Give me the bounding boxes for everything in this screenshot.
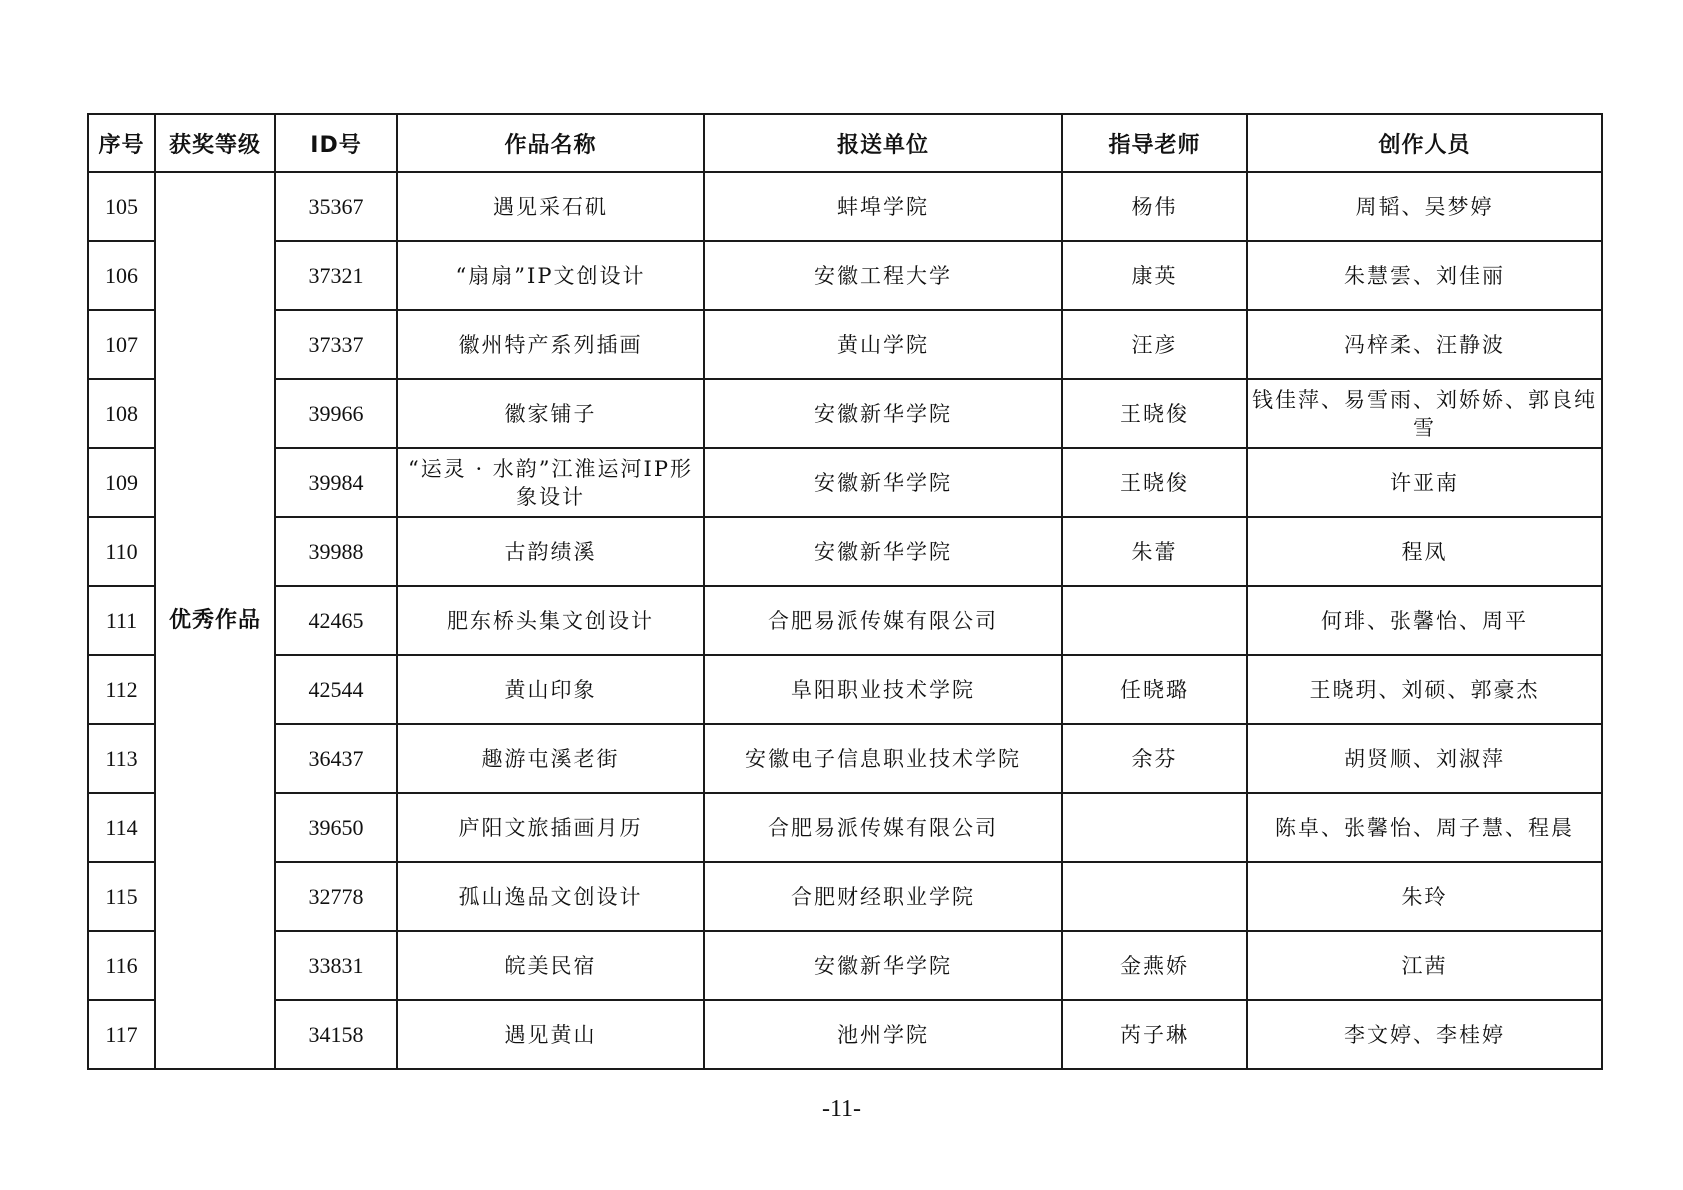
header-level: 获奖等级: [155, 114, 275, 172]
cell-id: 35367: [275, 172, 397, 241]
cell-id: 32778: [275, 862, 397, 931]
cell-id: 39650: [275, 793, 397, 862]
cell-id: 39966: [275, 379, 397, 448]
cell-id: 33831: [275, 931, 397, 1000]
cell-creators: 朱玲: [1247, 862, 1602, 931]
header-title: 作品名称: [397, 114, 704, 172]
cell-seq: 108: [88, 379, 155, 448]
cell-unit: 安徽新华学院: [704, 448, 1062, 517]
table-row: [88, 448, 1602, 517]
cell-creators: 陈卓、张馨怡、周子慧、程晨: [1247, 793, 1602, 862]
cell-seq: 116: [88, 931, 155, 1000]
cell-teacher: [1062, 862, 1247, 931]
cell-title: 趣游屯溪老街: [397, 724, 704, 793]
cell-id: 42465: [275, 586, 397, 655]
cell-seq: 114: [88, 793, 155, 862]
cell-title: 孤山逸品文创设计: [397, 862, 704, 931]
cell-unit: 黄山学院: [704, 310, 1062, 379]
cell-teacher: 王晓俊: [1062, 448, 1247, 517]
table-row: [88, 724, 1602, 793]
cell-title: 徽家铺子: [397, 379, 704, 448]
cell-creators: 江茜: [1247, 931, 1602, 1000]
cell-teacher: 汪彦: [1062, 310, 1247, 379]
cell-creators: 钱佳萍、易雪雨、刘娇娇、郭良纯雪: [1247, 379, 1602, 448]
table-header: [88, 114, 1602, 172]
cell-title: 庐阳文旅插画月历: [397, 793, 704, 862]
table-row: [88, 655, 1602, 724]
cell-seq: 106: [88, 241, 155, 310]
cell-teacher: 康英: [1062, 241, 1247, 310]
cell-teacher: 金燕娇: [1062, 931, 1247, 1000]
cell-title: 徽州特产系列插画: [397, 310, 704, 379]
cell-seq: 111: [88, 586, 155, 655]
table-row: [88, 1000, 1602, 1069]
cell-teacher: 任晓璐: [1062, 655, 1247, 724]
cell-award-level: 优秀作品: [155, 172, 275, 1069]
cell-title: 遇见黄山: [397, 1000, 704, 1069]
table-row: [88, 931, 1602, 1000]
table-row: [88, 172, 1602, 241]
cell-teacher: 余芬: [1062, 724, 1247, 793]
cell-creators: 朱慧雲、刘佳丽: [1247, 241, 1602, 310]
header-unit: 报送单位: [704, 114, 1062, 172]
cell-seq: 113: [88, 724, 155, 793]
cell-title: 古韵绩溪: [397, 517, 704, 586]
table-row: [88, 379, 1602, 448]
cell-title: “扇扇”IP文创设计: [397, 241, 704, 310]
header-id: ID号: [275, 114, 397, 172]
cell-title: 黄山印象: [397, 655, 704, 724]
cell-id: 39984: [275, 448, 397, 517]
cell-seq: 105: [88, 172, 155, 241]
cell-seq: 107: [88, 310, 155, 379]
table-row: [88, 793, 1602, 862]
cell-unit: 合肥财经职业学院: [704, 862, 1062, 931]
cell-id: 36437: [275, 724, 397, 793]
cell-creators: 程凤: [1247, 517, 1602, 586]
cell-seq: 110: [88, 517, 155, 586]
cell-teacher: [1062, 586, 1247, 655]
cell-unit: 安徽新华学院: [704, 931, 1062, 1000]
cell-title: “运灵 · 水韵”江淮运河IP形象设计: [397, 448, 704, 517]
cell-id: 37321: [275, 241, 397, 310]
cell-unit: 合肥易派传媒有限公司: [704, 793, 1062, 862]
cell-teacher: 芮子琳: [1062, 1000, 1247, 1069]
cell-unit: 池州学院: [704, 1000, 1062, 1069]
cell-unit: 安徽工程大学: [704, 241, 1062, 310]
cell-creators: 何琲、张馨怡、周平: [1247, 586, 1602, 655]
cell-creators: 李文婷、李桂婷: [1247, 1000, 1602, 1069]
cell-title: 遇见采石矶: [397, 172, 704, 241]
award-table: [87, 113, 1603, 1070]
cell-teacher: 王晓俊: [1062, 379, 1247, 448]
header-creators: 创作人员: [1247, 114, 1602, 172]
cell-seq: 112: [88, 655, 155, 724]
table-row: [88, 586, 1602, 655]
header-row: [88, 114, 1602, 172]
table-row: [88, 517, 1602, 586]
cell-unit: 安徽新华学院: [704, 379, 1062, 448]
table-row: [88, 310, 1602, 379]
cell-unit: 合肥易派传媒有限公司: [704, 586, 1062, 655]
cell-title: 皖美民宿: [397, 931, 704, 1000]
cell-title: 肥东桥头集文创设计: [397, 586, 704, 655]
cell-id: 42544: [275, 655, 397, 724]
table-row: [88, 241, 1602, 310]
cell-teacher: 朱蕾: [1062, 517, 1247, 586]
cell-creators: 周韬、吴梦婷: [1247, 172, 1602, 241]
page-number: -11-: [821, 1096, 862, 1122]
cell-creators: 胡贤顺、刘淑萍: [1247, 724, 1602, 793]
cell-id: 34158: [275, 1000, 397, 1069]
cell-unit: 阜阳职业技术学院: [704, 655, 1062, 724]
cell-unit: 安徽新华学院: [704, 517, 1062, 586]
cell-seq: 109: [88, 448, 155, 517]
cell-teacher: [1062, 793, 1247, 862]
table-body: [88, 172, 1602, 1069]
cell-creators: 王晓玥、刘硕、郭豪杰: [1247, 655, 1602, 724]
cell-creators: 许亚南: [1247, 448, 1602, 517]
cell-seq: 115: [88, 862, 155, 931]
cell-seq: 117: [88, 1000, 155, 1069]
cell-id: 39988: [275, 517, 397, 586]
header-teacher: 指导老师: [1062, 114, 1247, 172]
cell-unit: 蚌埠学院: [704, 172, 1062, 241]
cell-creators: 冯梓柔、汪静波: [1247, 310, 1602, 379]
cell-teacher: 杨伟: [1062, 172, 1247, 241]
cell-unit: 安徽电子信息职业技术学院: [704, 724, 1062, 793]
table-row: [88, 862, 1602, 931]
cell-id: 37337: [275, 310, 397, 379]
header-seq: 序号: [88, 114, 155, 172]
